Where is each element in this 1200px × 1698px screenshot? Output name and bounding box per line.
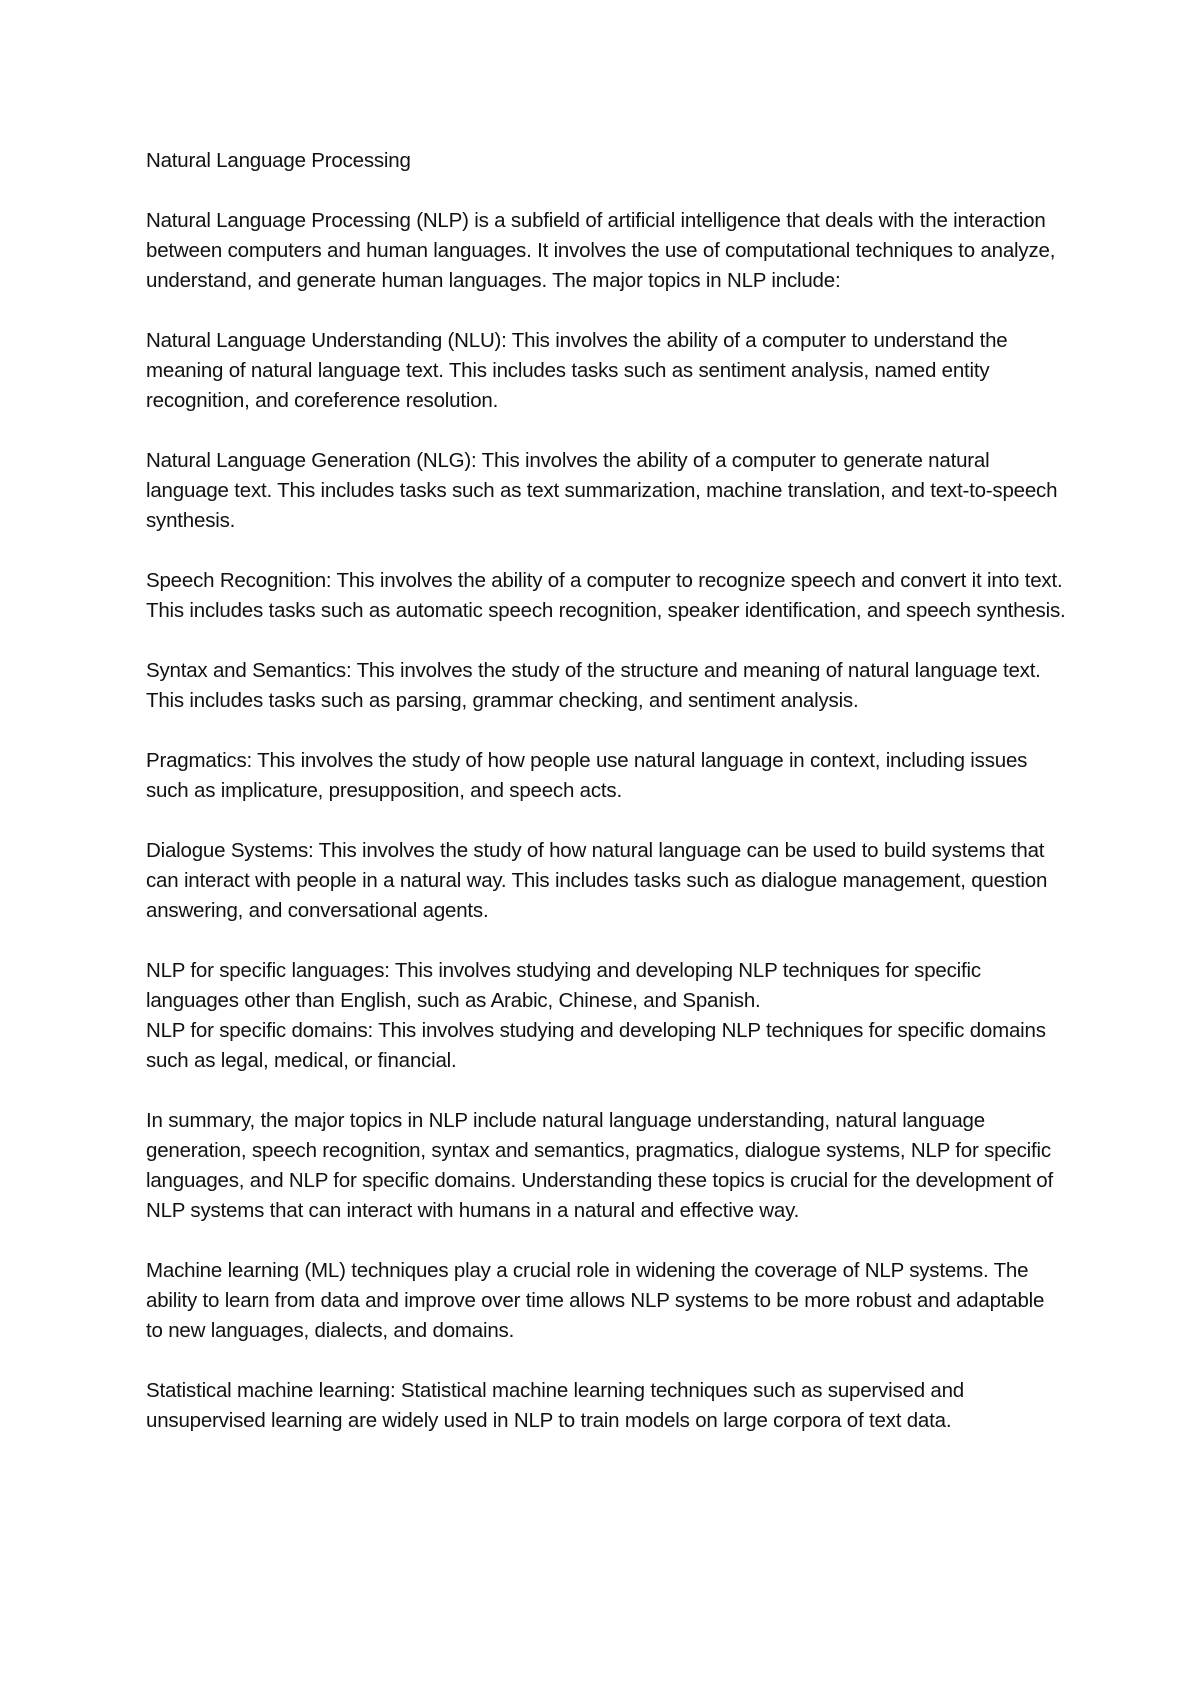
- paragraph-specific-domains: NLP for specific domains: This involves studying and developing NLP techniques for specific domains such as legal, medical, or financial.: [146, 1019, 1046, 1072]
- paragraph-syntax-semantics: Syntax and Semantics: This involves the study of the structure and meaning of natural language text. This includes tasks such as parsing, grammar checking, and sentiment analysis.: [146, 659, 1041, 712]
- paragraph-pragmatics: Pragmatics: This involves the study of how people use natural language in context, including issues such as implicature, presupposition, and speech acts.: [146, 749, 1028, 802]
- paragraph-statistical-ml: Statistical machine learning: Statistical machine learning techniques such as supervised and unsupervised learning are widely used in NLP to train models on large corpora of text data.: [146, 1379, 965, 1432]
- paragraph-intro: Natural Language Processing (NLP) is a subfield of artificial intelligence that deals with the interaction between computers and human languages. It involves the use of computational techniques to analyze, understand, and generate human languages. The major topics in NLP include:: [146, 209, 1056, 292]
- document-title: Natural Language Processing: [146, 149, 411, 172]
- paragraph-summary: In summary, the major topics in NLP include natural language understanding, natural language generation, speech recognition, syntax and semantics, pragmatics, dialogue systems, NLP for specific languages, and NLP for specific domains. Understanding these topics is crucial for the development of NLP systems that can interact with humans in a natural and effective way.: [146, 1109, 1054, 1222]
- paragraph-nlu: Natural Language Understanding (NLU): This involves the ability of a computer to understand the meaning of natural language text. This includes tasks such as sentiment analysis, named entity recognition, and coreference resolution.: [146, 329, 1008, 412]
- paragraph-speech-recognition: Speech Recognition: This involves the ability of a computer to recognize speech and convert it into text. This includes tasks such as automatic speech recognition, speaker identification, and speech synthesis.: [146, 569, 1066, 622]
- document-body: [146, 146, 1066, 1466]
- paragraph-nlg: Natural Language Generation (NLG): This involves the ability of a computer to generate natural language text. This includes tasks such as text summarization, machine translation, and text-to-speech synthesis.: [146, 449, 1058, 532]
- paragraph-specific-languages: NLP for specific languages: This involves studying and developing NLP techniques for specific languages other than English, such as Arabic, Chinese, and Spanish.: [146, 959, 981, 1012]
- paragraph-machine-learning: Machine learning (ML) techniques play a crucial role in widening the coverage of NLP systems. The ability to learn from data and improve over time allows NLP systems to be more robust and adaptable to new languages, dialects, and domains.: [146, 1259, 1045, 1342]
- paragraph-dialogue-systems: Dialogue Systems: This involves the study of how natural language can be used to build systems that can interact with people in a natural way. This includes tasks such as dialogue management, question answering, and conversational agents.: [146, 839, 1048, 922]
